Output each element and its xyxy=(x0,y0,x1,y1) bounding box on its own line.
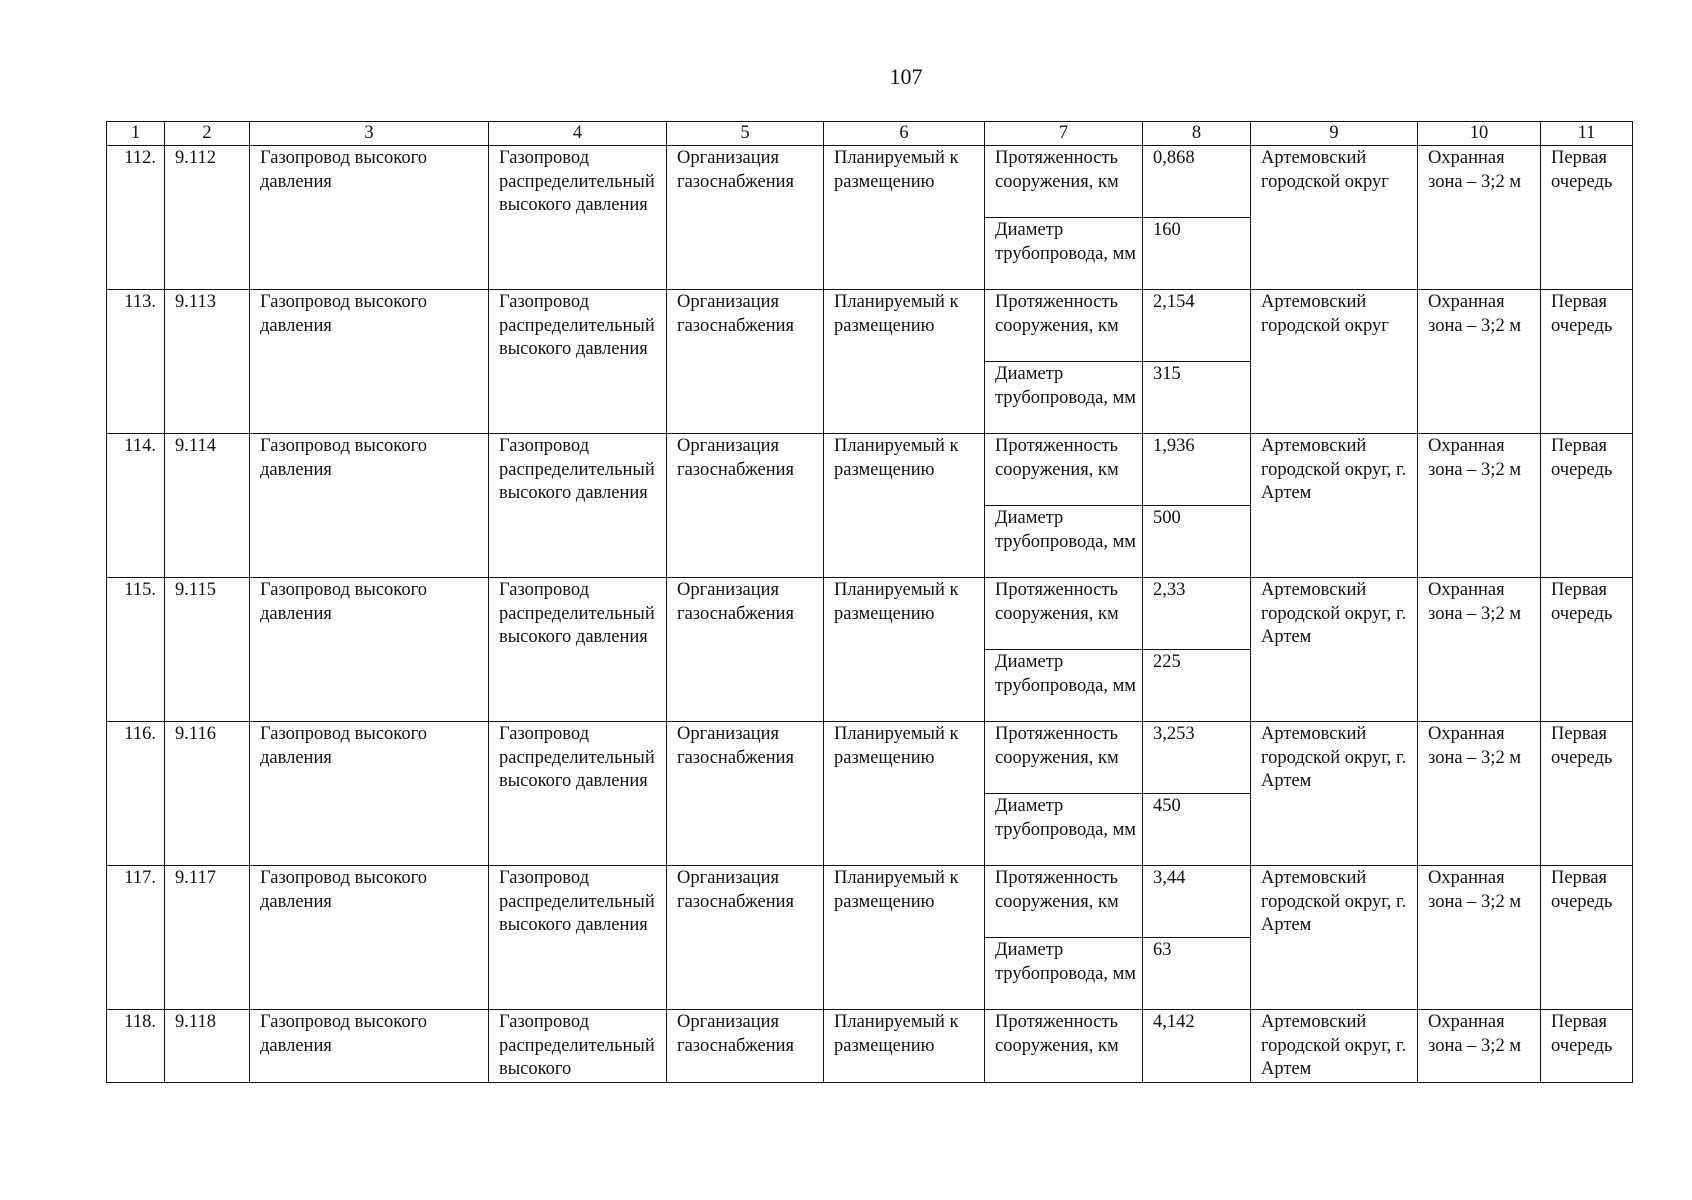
column-header: 3 xyxy=(250,122,489,146)
object-name: Газопровод высокого давления xyxy=(250,722,489,866)
column-header: 4 xyxy=(489,122,667,146)
stage: Первая очередь xyxy=(1541,146,1633,290)
length-value: 3,253 xyxy=(1143,722,1251,794)
object-code: 9.115 xyxy=(165,578,250,722)
object-name: Газопровод высокого давления xyxy=(250,434,489,578)
table-row xyxy=(107,1010,1633,1083)
location: Артемовский городской округ, г. Артем xyxy=(1251,434,1418,578)
diameter-label: Диаметр трубопровода, мм xyxy=(985,650,1143,722)
column-number-row xyxy=(107,122,1633,146)
length-label: Протяженность сооружения, км xyxy=(985,1010,1143,1083)
length-value: 1,936 xyxy=(1143,434,1251,506)
location: Артемовский городской округ xyxy=(1251,290,1418,434)
object-code: 9.116 xyxy=(165,722,250,866)
object-name: Газопровод высокого давления xyxy=(250,290,489,434)
column-header: 2 xyxy=(165,122,250,146)
length-label: Протяженность сооружения, км xyxy=(985,290,1143,362)
diameter-value: 315 xyxy=(1143,362,1251,434)
object-type: Газопровод распределительный высокого давления xyxy=(489,722,667,866)
column-header: 11 xyxy=(1541,122,1633,146)
object-type: Газопровод распределительный высокого xyxy=(489,1010,667,1083)
diameter-label: Диаметр трубопровода, мм xyxy=(985,506,1143,578)
object-code: 9.114 xyxy=(165,434,250,578)
length-label: Протяженность сооружения, км xyxy=(985,722,1143,794)
row-number: 114. xyxy=(107,434,165,578)
diameter-label: Диаметр трубопровода, мм xyxy=(985,218,1143,290)
column-header: 7 xyxy=(985,122,1143,146)
length-value: 4,142 xyxy=(1143,1010,1251,1083)
object-purpose: Организация газоснабжения xyxy=(667,146,824,290)
protection-zone: Охранная зона – 3;2 м xyxy=(1418,866,1541,1010)
column-header: 6 xyxy=(824,122,985,146)
object-purpose: Организация газоснабжения xyxy=(667,1010,824,1083)
length-label: Протяженность сооружения, км xyxy=(985,434,1143,506)
diameter-value: 225 xyxy=(1143,650,1251,722)
object-status: Планируемый к размещению xyxy=(824,290,985,434)
object-name: Газопровод высокого давления xyxy=(250,866,489,1010)
row-number: 112. xyxy=(107,146,165,290)
stage: Первая очередь xyxy=(1541,290,1633,434)
object-purpose: Организация газоснабжения xyxy=(667,434,824,578)
row-number: 113. xyxy=(107,290,165,434)
object-name: Газопровод высокого давления xyxy=(250,1010,489,1083)
diameter-value: 63 xyxy=(1143,938,1251,1010)
object-type: Газопровод распределительный высокого давления xyxy=(489,290,667,434)
object-type: Газопровод распределительный высокого давления xyxy=(489,866,667,1010)
object-type: Газопровод распределительный высокого давления xyxy=(489,434,667,578)
protection-zone: Охранная зона – 3;2 м xyxy=(1418,146,1541,290)
table-row xyxy=(107,722,1633,794)
object-status: Планируемый к размещению xyxy=(824,1010,985,1083)
stage: Первая очередь xyxy=(1541,578,1633,722)
object-purpose: Организация газоснабжения xyxy=(667,722,824,866)
protection-zone: Охранная зона – 3;2 м xyxy=(1418,722,1541,866)
object-code: 9.113 xyxy=(165,290,250,434)
length-value: 0,868 xyxy=(1143,146,1251,218)
object-code: 9.112 xyxy=(165,146,250,290)
row-number: 118. xyxy=(107,1010,165,1083)
column-header: 1 xyxy=(107,122,165,146)
protection-zone: Охранная зона – 3;2 м xyxy=(1418,1010,1541,1083)
object-name: Газопровод высокого давления xyxy=(250,578,489,722)
object-status: Планируемый к размещению xyxy=(824,866,985,1010)
object-purpose: Организация газоснабжения xyxy=(667,290,824,434)
column-header: 8 xyxy=(1143,122,1251,146)
object-purpose: Организация газоснабжения xyxy=(667,578,824,722)
length-label: Протяженность сооружения, км xyxy=(985,866,1143,938)
diameter-label: Диаметр трубопровода, мм xyxy=(985,794,1143,866)
length-value: 3,44 xyxy=(1143,866,1251,938)
objects-table xyxy=(106,121,1633,1083)
column-header: 10 xyxy=(1418,122,1541,146)
table-row xyxy=(107,146,1633,218)
protection-zone: Охранная зона – 3;2 м xyxy=(1418,290,1541,434)
table-row xyxy=(107,866,1633,938)
length-label: Протяженность сооружения, км xyxy=(985,146,1143,218)
object-status: Планируемый к размещению xyxy=(824,578,985,722)
table-row xyxy=(107,290,1633,362)
location: Артемовский городской округ, г. Артем xyxy=(1251,578,1418,722)
stage: Первая очередь xyxy=(1541,722,1633,866)
row-number: 115. xyxy=(107,578,165,722)
diameter-value: 450 xyxy=(1143,794,1251,866)
diameter-label: Диаметр трубопровода, мм xyxy=(985,938,1143,1010)
diameter-label: Диаметр трубопровода, мм xyxy=(985,362,1143,434)
location: Артемовский городской округ, г. Артем xyxy=(1251,866,1418,1010)
object-type: Газопровод распределительный высокого давления xyxy=(489,146,667,290)
row-number: 116. xyxy=(107,722,165,866)
length-value: 2,33 xyxy=(1143,578,1251,650)
table-row xyxy=(107,578,1633,650)
object-status: Планируемый к размещению xyxy=(824,722,985,866)
table-row xyxy=(107,434,1633,506)
location: Артемовский городской округ, г. Артем xyxy=(1251,722,1418,866)
protection-zone: Охранная зона – 3;2 м xyxy=(1418,578,1541,722)
object-status: Планируемый к размещению xyxy=(824,146,985,290)
stage: Первая очередь xyxy=(1541,1010,1633,1083)
object-type: Газопровод распределительный высокого давления xyxy=(489,578,667,722)
length-label: Протяженность сооружения, км xyxy=(985,578,1143,650)
length-value: 2,154 xyxy=(1143,290,1251,362)
object-code: 9.117 xyxy=(165,866,250,1010)
object-code: 9.118 xyxy=(165,1010,250,1083)
object-name: Газопровод высокого давления xyxy=(250,146,489,290)
location: Артемовский городской округ, г. Артем xyxy=(1251,1010,1418,1083)
object-status: Планируемый к размещению xyxy=(824,434,985,578)
object-purpose: Организация газоснабжения xyxy=(667,866,824,1010)
protection-zone: Охранная зона – 3;2 м xyxy=(1418,434,1541,578)
column-header: 5 xyxy=(667,122,824,146)
row-number: 117. xyxy=(107,866,165,1010)
location: Артемовский городской округ xyxy=(1251,146,1418,290)
stage: Первая очередь xyxy=(1541,434,1633,578)
diameter-value: 500 xyxy=(1143,506,1251,578)
column-header: 9 xyxy=(1251,122,1418,146)
diameter-value: 160 xyxy=(1143,218,1251,290)
page-number: 107 xyxy=(889,64,923,89)
stage: Первая очередь xyxy=(1541,866,1633,1010)
